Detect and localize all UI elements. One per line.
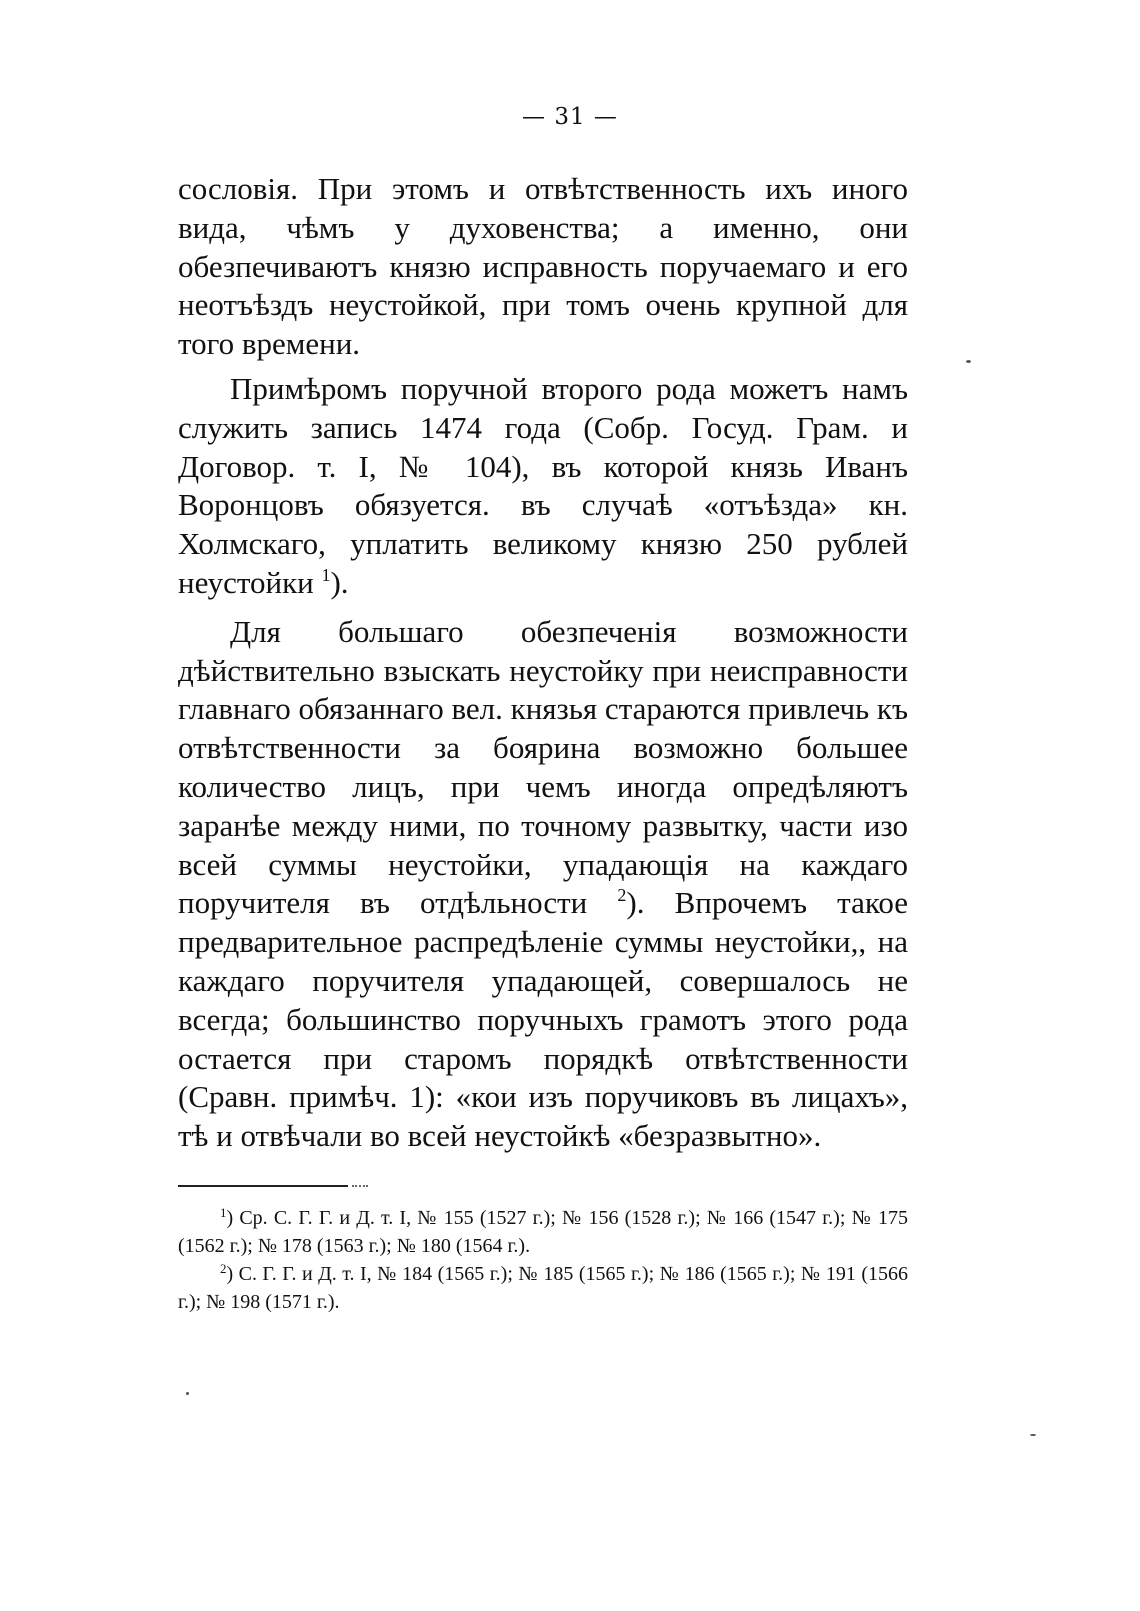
footnote-separator-tail <box>352 1185 368 1187</box>
footnote-ref-1: 1 <box>321 564 331 585</box>
footnote-2 <box>178 1260 908 1316</box>
scan-speck <box>186 1392 189 1395</box>
scan-speck <box>966 360 971 363</box>
footnote-separator <box>178 1185 348 1187</box>
paragraph-1 <box>178 170 908 364</box>
page-number: — 31 — <box>522 104 618 130</box>
paragraph-3-tail: ). Впрочемъ такое предварительное распредѣленіе суммы неустойки,, на каждаго поручителя упадающей, совершалось не всегда; большинство поручныхъ грамотъ этого рода остается при старомъ порядкѣ отвѣтственности (Сравн. примѣч. 1): «кои изъ поручиковъ въ лицахъ», тѣ и отвѣчали во всей неустойкѣ «безразвытно». <box>178 885 908 1154</box>
paragraph-1-text: сословія. При этомъ и отвѣтственность ихъ иного вида, чѣмъ у духовенства; а именно, они обезпечиваютъ князю исправность поручаемаго и его неотъѣздъ неустойкой, при томъ очень крупной для того времени. <box>178 171 908 362</box>
footnote-1-text: ) Ср. С. Г. Г. и Д. т. I, № 155 (1527 г.); № 156 (1528 г.); № 166 (1547 г.); № 175 (1562 г.); № 178 (1563 г.); № 180 (1564 г.). <box>178 1207 908 1257</box>
paragraph-2-text: Примѣромъ поручной второго рода можетъ намъ служить запись 1474 года (Собр. Госуд. Грам. и Договор. т. I, № 104), въ которой князь Иванъ Воронцовъ обязуется. въ случаѣ «отъѣзда» кн. Холмскаго, уплатить великому князю 250 рублей неустойки <box>178 370 908 600</box>
body-text <box>178 170 908 1156</box>
paragraph-3 <box>178 613 908 1156</box>
footnote-ref-2: 2 <box>617 885 627 906</box>
footnote-2-mark: 2 <box>220 1261 227 1276</box>
paragraph-2-tail: ). <box>330 564 349 600</box>
footnotes <box>178 1204 908 1316</box>
footnote-1 <box>178 1204 908 1260</box>
paragraph-3-text: Для большаго обезпеченія возможности дѣйствительно взыскать неустойку при неисправности главнаго обязаннаго вел. князья стараются привлечь къ отвѣтственности за боярина возможно большее количество лицъ, при чемъ иногда опредѣляютъ заранѣе между ними, по точному развытку, части изо всей суммы неустойки, упадающія на каждаго поручителя въ отдѣльности <box>178 613 909 921</box>
footnote-2-text: ) С. Г. Г. и Д. т. I, № 184 (1565 г.); № 185 (1565 г.); № 186 (1565 г.); № 191 (1566 г.); № 198 (1571 г.). <box>178 1263 908 1313</box>
footnote-1-mark: 1 <box>220 1205 227 1220</box>
scan-speck <box>1030 1434 1036 1436</box>
paragraph-2 <box>178 370 908 603</box>
